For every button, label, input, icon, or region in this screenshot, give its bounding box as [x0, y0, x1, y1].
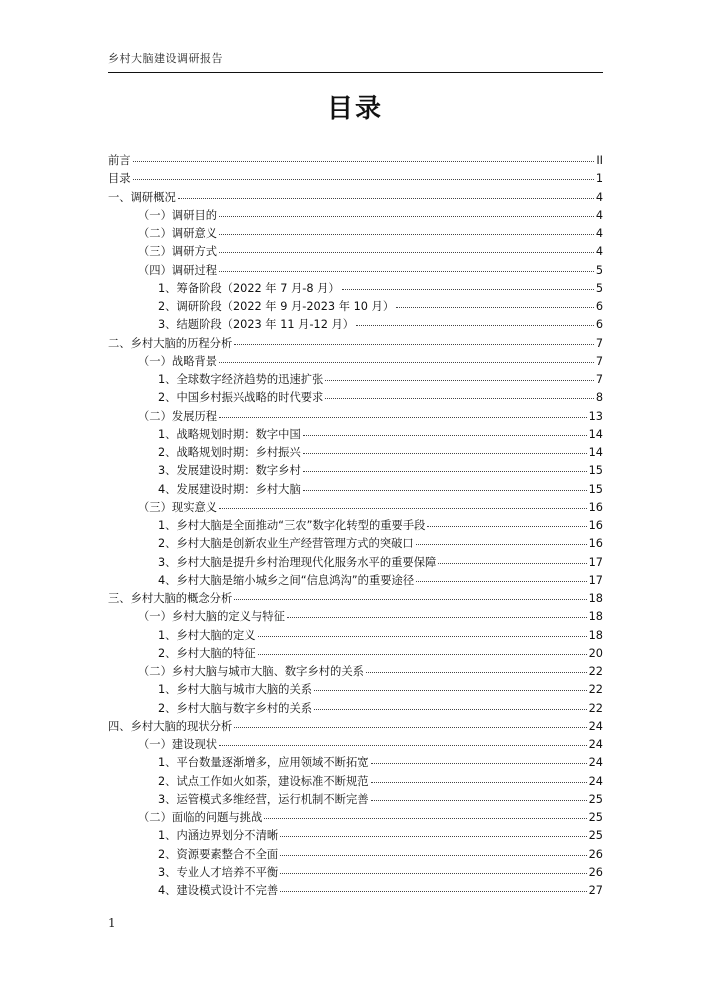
toc-entry-title: （二）调研意义 [138, 227, 218, 240]
toc-entry[interactable] [108, 499, 603, 517]
toc-entry-title: 4、发展建设时期：乡村大脑 [158, 482, 301, 496]
toc-entry[interactable] [108, 170, 603, 188]
toc-dot-leader [325, 394, 593, 399]
toc-entry-page: 22 [588, 701, 603, 715]
toc-entry[interactable] [108, 225, 603, 243]
toc-entry-page: 7 [595, 373, 603, 386]
toc-dot-leader [438, 559, 586, 564]
toc-entry[interactable] [108, 316, 603, 334]
toc-entry-page: 17 [588, 555, 603, 569]
toc-entry[interactable] [108, 152, 603, 170]
toc-entry-page: 24 [588, 719, 603, 733]
toc-dot-leader [314, 705, 587, 710]
toc-entry-page: 15 [588, 464, 603, 478]
toc-entry[interactable] [108, 389, 603, 407]
toc-entry[interactable] [108, 608, 603, 626]
toc-entry-title: 1、平台数量逐渐增多，应用领域不断拓宽 [158, 756, 369, 770]
toc-entry-title: 1、乡村大脑是全面推动“三农”数字化转型的重要手段 [158, 519, 426, 532]
toc-dot-leader [303, 486, 587, 491]
toc-entry[interactable] [108, 280, 603, 298]
toc-dot-leader [133, 157, 595, 162]
toc-entry-title: 1、乡村大脑与城市大脑的关系 [158, 683, 313, 697]
toc-dot-leader [280, 851, 586, 856]
toc-entry-page: 15 [588, 482, 603, 496]
toc-entry-title: 4、乡村大脑是缩小城乡之间“信息鸿沟”的重要途径 [158, 573, 415, 587]
toc-entry-page: 5 [595, 263, 603, 277]
toc-entry-page: 18 [588, 592, 603, 605]
toc-dot-leader [366, 668, 587, 673]
toc-dot-leader [371, 759, 587, 764]
toc-entry[interactable] [108, 517, 603, 535]
toc-dot-leader [219, 212, 594, 217]
toc-entry-title: 2、试点工作如火如荼，建设标准不断规范 [158, 774, 369, 788]
toc-dot-leader [133, 175, 594, 180]
running-header: 乡村大脑建设调研报告 [108, 52, 223, 65]
toc-entry-page: 27 [588, 884, 603, 897]
toc-entry-title: （一）乡村大脑的定义与特征 [138, 610, 285, 624]
table-of-contents [108, 152, 603, 900]
toc-entry-page: 24 [588, 774, 603, 788]
toc-dot-leader [303, 467, 587, 472]
toc-entry-title: 3、乡村大脑是提升乡村治理现代化服务水平的重要保障 [158, 555, 437, 569]
toc-entry[interactable] [108, 335, 603, 353]
toc-entry-page: 8 [595, 391, 603, 405]
toc-entry-page: 25 [588, 811, 603, 824]
toc-entry[interactable] [108, 791, 603, 809]
toc-entry[interactable] [108, 554, 603, 572]
toc-entry-page: 4 [595, 190, 603, 204]
toc-dot-leader [178, 194, 594, 199]
toc-entry[interactable] [108, 663, 603, 681]
toc-entry-title: （三）现实意义 [138, 500, 218, 514]
toc-dot-leader [258, 650, 587, 655]
toc-entry[interactable] [108, 718, 603, 736]
toc-entry[interactable] [108, 736, 603, 754]
toc-entry[interactable] [108, 371, 603, 389]
toc-entry-page: 18 [588, 610, 603, 624]
toc-entry-page: II [596, 154, 603, 167]
toc-entry[interactable] [108, 444, 603, 462]
toc-entry-title: 1、内涵边界划分不清晰 [158, 829, 279, 843]
toc-entry-title: 2、调研阶段（2022 年 9 月-2023 年 10 月） [158, 300, 395, 313]
toc-entry-page: 4 [595, 245, 603, 259]
toc-entry-page: 7 [595, 336, 603, 350]
toc-dot-leader [280, 869, 586, 874]
toc-entry-title: 1、乡村大脑的定义 [158, 628, 256, 642]
toc-entry[interactable] [108, 590, 603, 608]
toc-entry[interactable] [108, 572, 603, 590]
toc-dot-leader [314, 686, 587, 691]
toc-dot-leader [371, 796, 587, 801]
toc-dot-leader [219, 413, 587, 418]
toc-dot-leader [325, 376, 593, 381]
toc-entry-title: 1、全球数字经济趋势的迅速扩张 [158, 373, 324, 386]
toc-entry-page: 13 [588, 409, 603, 423]
toc-entry-title: 3、专业人才培养不平衡 [158, 865, 279, 879]
toc-entry-page: 5 [595, 281, 603, 295]
toc-entry[interactable] [108, 262, 603, 280]
toc-entry-page: 1 [595, 172, 603, 186]
toc-entry-title: 目录 [108, 172, 131, 186]
toc-entry-page: 25 [588, 792, 603, 806]
toc-entry[interactable] [108, 827, 603, 845]
toc-entry-page: 26 [588, 865, 603, 879]
toc-dot-leader [258, 632, 587, 637]
toc-entry-page: 22 [588, 665, 603, 678]
toc-entry-title: （二）面临的问题与挑战 [138, 811, 263, 824]
page-number: 1 [108, 916, 116, 930]
toc-dot-leader [219, 267, 594, 272]
toc-entry-title: （二）发展历程 [138, 409, 218, 423]
toc-entry-title: 2、战略规划时期：乡村振兴 [158, 446, 301, 459]
toc-entry-title: 3、运管模式多维经营，运行机制不断完善 [158, 792, 369, 806]
toc-entry[interactable] [108, 864, 603, 882]
toc-entry-page: 16 [588, 500, 603, 514]
toc-entry-page: 16 [588, 519, 603, 532]
toc-dot-leader [416, 540, 587, 545]
toc-dot-leader [219, 248, 594, 253]
toc-dot-leader [219, 358, 594, 363]
toc-entry-title: 四、乡村大脑的现状分析 [108, 719, 233, 733]
toc-entry-page: 7 [595, 354, 603, 368]
toc-entry[interactable] [108, 627, 603, 645]
toc-dot-leader [371, 778, 587, 783]
toc-entry[interactable] [108, 754, 603, 772]
toc-entry[interactable] [108, 207, 603, 225]
toc-entry-page: 6 [595, 300, 603, 313]
toc-entry-title: （一）调研目的 [138, 208, 218, 222]
toc-entry-page: 16 [588, 537, 603, 551]
toc-entry-title: （二）乡村大脑与城市大脑、数字乡村的关系 [138, 665, 364, 678]
toc-entry-page: 18 [588, 628, 603, 642]
toc-entry[interactable] [108, 298, 603, 316]
toc-dot-leader [342, 285, 594, 290]
toc-entry-title: 2、乡村大脑与数字乡村的关系 [158, 701, 313, 715]
toc-dot-leader [356, 321, 594, 326]
page-title: 目录 [326, 94, 383, 124]
toc-entry-title: （三）调研方式 [138, 245, 218, 259]
toc-entry-page: 20 [588, 646, 603, 660]
toc-entry-title: 三、乡村大脑的概念分析 [108, 592, 233, 605]
toc-dot-leader [416, 577, 586, 582]
toc-dot-leader [280, 832, 586, 837]
toc-dot-leader [303, 431, 587, 436]
toc-dot-leader [280, 887, 586, 892]
header-rule [108, 72, 603, 73]
toc-entry[interactable] [108, 681, 603, 699]
toc-entry[interactable] [108, 882, 603, 900]
toc-dot-leader [234, 723, 586, 728]
toc-entry[interactable] [108, 809, 603, 827]
toc-entry-title: 1、筹备阶段（2022 年 7 月-8 月） [158, 281, 340, 295]
toc-entry-title: 4、建设模式设计不完善 [158, 884, 279, 897]
toc-entry-page: 24 [588, 756, 603, 770]
toc-entry-title: 1、战略规划时期：数字中国 [158, 427, 301, 441]
toc-entry-page: 6 [595, 318, 603, 332]
toc-entry[interactable] [108, 243, 603, 261]
toc-dot-leader [219, 504, 587, 509]
toc-dot-leader [234, 595, 586, 600]
toc-entry-title: 前言 [108, 154, 131, 167]
toc-entry-page: 25 [588, 829, 603, 843]
toc-dot-leader [264, 814, 586, 819]
toc-entry[interactable] [108, 846, 603, 864]
toc-entry-title: （一）战略背景 [138, 354, 218, 368]
toc-dot-leader [303, 449, 587, 454]
toc-entry-title: 一、调研概况 [108, 190, 176, 204]
toc-entry-title: 二、乡村大脑的历程分析 [108, 336, 233, 350]
toc-entry-title: 2、中国乡村振兴战略的时代要求 [158, 391, 324, 405]
toc-dot-leader [287, 613, 587, 618]
toc-dot-leader [427, 522, 586, 527]
toc-entry[interactable] [108, 353, 603, 371]
toc-entry[interactable] [108, 462, 603, 480]
toc-entry[interactable] [108, 426, 603, 444]
toc-dot-leader [234, 340, 594, 345]
toc-entry-title: 3、结题阶段（2023 年 11 月-12 月） [158, 318, 355, 332]
toc-entry-page: 22 [588, 683, 603, 697]
toc-dot-leader [219, 230, 594, 235]
toc-entry-page: 4 [595, 227, 603, 240]
toc-entry[interactable] [108, 535, 603, 553]
toc-entry-page: 14 [588, 446, 603, 459]
toc-entry-title: 2、乡村大脑是创新农业生产经营管理方式的突破口 [158, 537, 414, 551]
toc-entry-title: 3、发展建设时期：数字乡村 [158, 464, 301, 478]
toc-entry-title: 2、资源要素整合不全面 [158, 847, 279, 861]
toc-entry-title: （一）建设现状 [138, 738, 218, 751]
toc-entry[interactable] [108, 189, 603, 207]
toc-dot-leader [396, 303, 594, 308]
toc-entry-page: 26 [588, 847, 603, 861]
toc-entry-title: （四）调研过程 [138, 263, 218, 277]
toc-dot-leader [219, 741, 587, 746]
toc-entry[interactable] [108, 700, 603, 718]
toc-entry-page: 24 [588, 738, 603, 751]
toc-entry-title: 2、乡村大脑的特征 [158, 646, 256, 660]
toc-entry-page: 14 [588, 427, 603, 441]
toc-entry[interactable] [108, 408, 603, 426]
toc-entry[interactable] [108, 773, 603, 791]
toc-entry[interactable] [108, 481, 603, 499]
toc-entry[interactable] [108, 645, 603, 663]
toc-entry-page: 17 [588, 573, 603, 587]
toc-entry-page: 4 [595, 208, 603, 222]
